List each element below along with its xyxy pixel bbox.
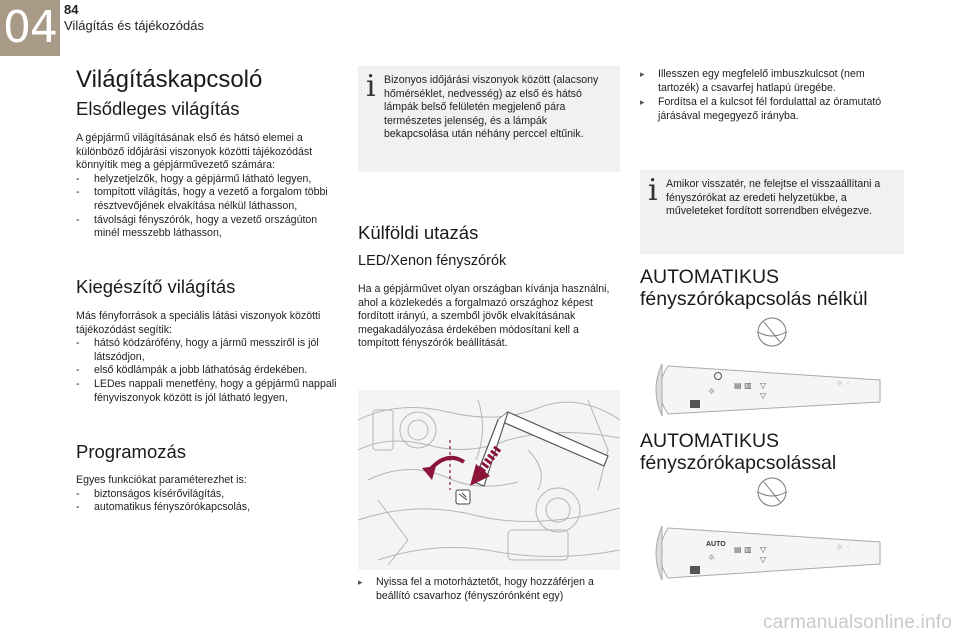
engine-bay-illustration bbox=[358, 390, 620, 570]
svg-text:▽: ▽ bbox=[760, 555, 767, 564]
adjustment-steps bbox=[640, 68, 904, 124]
additional-lighting-intro: Más fényforrások a speciális látási viszonyok közötti tájékozódást segítik: bbox=[76, 310, 321, 336]
travel-abroad-heading: Külföldi utazás bbox=[358, 222, 479, 243]
auto-heading: AUTOMATIKUS fényszórókapcsolással bbox=[640, 430, 837, 474]
svg-text:▽: ▽ bbox=[760, 381, 767, 390]
primary-lighting-heading: Elsődleges világítás bbox=[76, 98, 240, 119]
restore-info-text: Amikor visszatér, ne felejtse el visszaállítani a fényszórókat az eredeti helyzetükbe, a műveleteket fordított sorrendben elvégezve. bbox=[666, 178, 881, 218]
condensation-info-box bbox=[358, 66, 620, 172]
list-item: ▸ Nyissa fel a motorháztetőt, hogy hozzáférjen a beállító csavarhoz (fényszórónként egy) bbox=[358, 576, 620, 603]
svg-text:☼ ◦: ☼ ◦ bbox=[836, 543, 851, 552]
list-item: - tompított világítás, hogy a vezető a forgalom többi résztvevőjének elvakítása nélkül láthasson, bbox=[76, 186, 338, 213]
svg-text:☼: ☼ bbox=[708, 387, 716, 396]
programming-intro: Egyes funkciókat paraméterezhet is: bbox=[76, 474, 247, 486]
watermark: carmanualsonline.info bbox=[762, 612, 952, 633]
list-item: - LEDes nappali menetfény, hogy a gépjármű nappali fényviszonyok között is jól látható legyen, bbox=[76, 378, 340, 405]
open-bonnet-step bbox=[358, 576, 620, 604]
list-item: - biztonságos kísérővilágítás, bbox=[76, 488, 338, 502]
led-xenon-heading: LED/Xenon fényszórók bbox=[358, 253, 507, 269]
primary-lighting-text bbox=[76, 132, 338, 241]
svg-text:▤ ▥: ▤ ▥ bbox=[734, 381, 752, 390]
svg-text:▤ ▥: ▤ ▥ bbox=[734, 545, 752, 554]
svg-text:▽: ▽ bbox=[760, 391, 767, 400]
programming-heading: Programozás bbox=[76, 441, 187, 462]
list-item: - első ködlámpák a jobb láthatóság érdekében. bbox=[76, 364, 340, 378]
restore-info-box bbox=[640, 170, 904, 254]
no-auto-heading: AUTOMATIKUS fényszórókapcsolás nélkül bbox=[640, 266, 868, 310]
info-icon: i bbox=[648, 173, 658, 208]
programming-list bbox=[76, 488, 338, 515]
light-stalk-no-auto-illustration bbox=[640, 316, 904, 428]
chapter-title: Világítás és tájékozódás bbox=[64, 18, 204, 33]
page-number: 84 bbox=[64, 2, 79, 17]
list-item: - hátsó ködzárófény, hogy a jármű messziről is jól látszódjon, bbox=[76, 337, 340, 364]
primary-lighting-list bbox=[76, 173, 338, 241]
list-item: - helyzetjelzők, hogy a gépjármű látható legyen, bbox=[76, 173, 338, 187]
condensation-info-text: Bizonyos időjárási viszonyok között (alacsony hőmérséklet, nedvesség) az első és hátsó lámpák belső felületén megjelenő pára természetes jelenség, és a lámpák bekapcsolása után néhány perccel eltűnik. bbox=[384, 74, 599, 141]
page-title: Világításkapcsoló bbox=[76, 66, 263, 93]
primary-lighting-intro: A gépjármű világításának első és hátsó elemei a különböző időjárási viszonyok közötti tájékozódást könnyítik meg a gépjárművezető számára: bbox=[76, 132, 313, 172]
list-item: - távolsági fényszórók, hogy a vezető országúton minél messzebb láthasson, bbox=[76, 214, 338, 241]
list-item: - automatikus fényszórókapcsolás, bbox=[76, 501, 338, 515]
led-xenon-text: Ha a gépjárművet olyan országban kívánja használni, ahol a közlekedés a forgalmazó országhoz képest fordított irányú, a szemből jövők elvakításának megakadályozása érdekében módosítani kell a tompított fényszórók beállítását. bbox=[358, 283, 610, 350]
svg-text:▽: ▽ bbox=[760, 545, 767, 554]
svg-text:☼: ☼ bbox=[708, 553, 716, 562]
auto-label: AUTO bbox=[706, 541, 726, 548]
list-item: ▸ Illesszen egy megfelelő imbuszkulcsot (nem tartozék) a csavarfej hatlapú üregébe. bbox=[640, 68, 904, 95]
engine-drawing bbox=[358, 390, 620, 570]
programming-text bbox=[76, 474, 338, 515]
light-stalk-auto-illustration bbox=[640, 476, 904, 592]
additional-lighting-list bbox=[76, 337, 340, 405]
svg-text:☼ ◦: ☼ ◦ bbox=[836, 379, 851, 388]
info-icon: i bbox=[366, 69, 376, 104]
chapter-number: 04 bbox=[0, 0, 60, 56]
list-item: ▸ Fordítsa el a kulcsot fél fordulattal az óramutató járásával megegyező irányba. bbox=[640, 96, 904, 123]
additional-lighting-text bbox=[76, 310, 340, 405]
additional-lighting-heading: Kiegészítő világítás bbox=[76, 276, 236, 297]
